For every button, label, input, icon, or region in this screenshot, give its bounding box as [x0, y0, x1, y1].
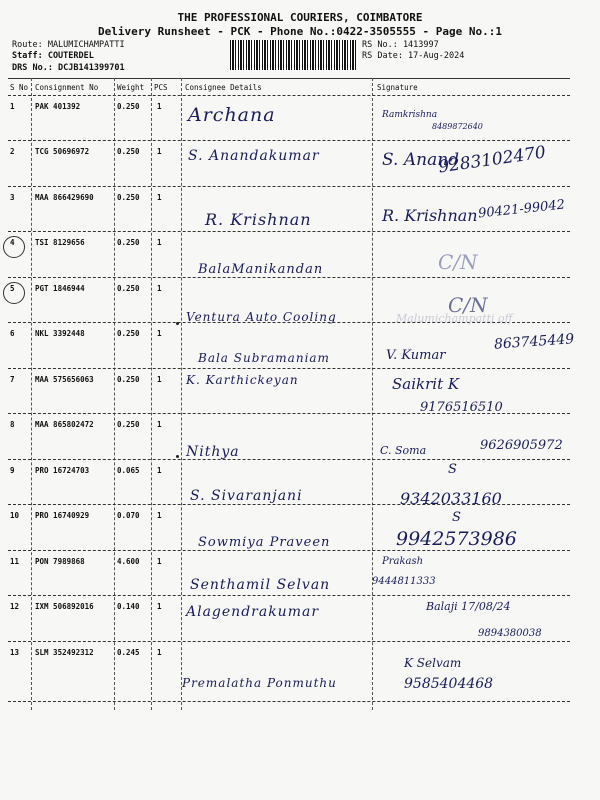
cell-pcs: 1: [157, 147, 162, 156]
consignee-name: BalaManikandan: [198, 262, 324, 277]
barcode-image: [230, 40, 356, 70]
cell-consignment: MAA 865802472: [35, 420, 94, 429]
cell-consignment: SLM 352492312: [35, 648, 94, 657]
cell-consignment: MAA 866429690: [35, 193, 94, 202]
signature: C/N: [438, 250, 478, 274]
signature-phone: 9626905972: [480, 438, 563, 453]
signature-phone: 9444811333: [372, 576, 436, 587]
cell-consignment: TCG 50696972: [35, 147, 90, 156]
cell-consignment: PAK 401392: [35, 102, 81, 111]
cell-sno: 9: [10, 466, 15, 475]
consignee-name: K. Karthickeyan: [186, 373, 299, 387]
signature: R. Krishnan: [382, 206, 478, 225]
cell-weight: 0.245: [117, 648, 140, 657]
cell-consignment: TSI 8129656: [35, 238, 85, 247]
row-divider: [8, 595, 570, 596]
consignee-name: Archana: [188, 104, 276, 126]
signature: S: [452, 510, 461, 525]
row-divider: [8, 277, 570, 278]
cell-sno: 7: [10, 375, 15, 384]
cell-consignment: MAA 575656063: [35, 375, 94, 384]
cell-sno: 4: [10, 238, 15, 247]
cell-sno: 13: [10, 648, 20, 657]
faint-watermark: Malumichampatti off: [396, 312, 513, 325]
cell-sno: 10: [10, 511, 20, 520]
cell-pcs: 1: [157, 466, 162, 475]
consignee-name: S. Anandakumar: [188, 148, 320, 164]
cell-weight: 0.250: [117, 147, 140, 156]
cell-sno: 12: [10, 602, 20, 611]
consignee-name: Bala Subramaniam: [198, 351, 330, 365]
cell-sno: 11: [10, 557, 20, 566]
row-divider: [8, 550, 570, 551]
column-divider: [372, 78, 373, 710]
rs-number: RS No.: 1413997: [362, 40, 439, 50]
cell-consignment: PON 7989868: [35, 557, 85, 566]
signature: K Selvam: [404, 656, 462, 670]
consignee-name: Ventura Auto Cooling: [186, 310, 337, 324]
pen-dot: [176, 455, 179, 458]
cell-pcs: 1: [157, 420, 162, 429]
cell-consignment: PGT 1846944: [35, 284, 85, 293]
column-divider: [31, 78, 32, 710]
header-divider: [8, 95, 570, 96]
cell-weight: 0.250: [117, 329, 140, 338]
consignee-name: Sowmiya Praveen: [198, 535, 331, 550]
cell-sno: 1: [10, 102, 15, 111]
signature-phone: 863745449: [493, 331, 575, 353]
staff-label: Staff: COUTERDEL: [12, 51, 94, 61]
cell-pcs: 1: [157, 511, 162, 520]
consignee-name: Senthamil Selvan: [190, 577, 331, 593]
signature: S: [448, 462, 457, 477]
signature: V. Kumar: [386, 348, 446, 363]
consignee-name: R. Krishnan: [205, 210, 312, 229]
column-header-pcs: PCS: [154, 83, 168, 92]
cell-weight: 0.250: [117, 420, 140, 429]
row-divider: [8, 368, 570, 369]
route-label: Route: MALUMICHAMPATTI: [12, 40, 125, 50]
cell-pcs: 1: [157, 602, 162, 611]
cell-sno: 6: [10, 329, 15, 338]
drs-number: DRS No.: DCJB141399701: [12, 63, 125, 73]
cell-consignment: IXM 506892016: [35, 602, 94, 611]
cell-weight: 0.250: [117, 238, 140, 247]
consignee-name: Alagendrakumar: [186, 604, 320, 620]
signature: C/N: [448, 293, 488, 317]
cell-pcs: 1: [157, 329, 162, 338]
row-divider: [8, 459, 570, 460]
signature-phone: 9176516510: [420, 400, 503, 415]
cell-pcs: 1: [157, 238, 162, 247]
cell-weight: 0.140: [117, 602, 140, 611]
signature: Saikrit K: [392, 375, 460, 393]
cell-weight: 0.065: [117, 466, 140, 475]
cell-weight: 0.070: [117, 511, 140, 520]
cell-pcs: 1: [157, 193, 162, 202]
signature: C. Soma: [380, 444, 427, 457]
cell-weight: 0.250: [117, 284, 140, 293]
consignee-name: Nithya: [186, 444, 240, 460]
column-divider: [151, 78, 152, 710]
signature-phone: 90421-99042: [477, 197, 566, 222]
signature-phone: 9342033160: [400, 489, 502, 508]
signature-phone: 9942573986: [396, 528, 517, 550]
cell-pcs: 1: [157, 284, 162, 293]
row-divider: [8, 186, 570, 187]
rs-date: RS Date: 17-Aug-2024: [362, 51, 465, 61]
signature-phone: 8489872640: [432, 122, 483, 131]
cell-consignment: PRO 16740929: [35, 511, 90, 520]
cell-consignment: NKL 3392448: [35, 329, 85, 338]
cell-pcs: 1: [157, 375, 162, 384]
signature: Prakash: [382, 556, 424, 567]
signature: Balaji 17/08/24: [426, 600, 511, 613]
row-divider: [8, 231, 570, 232]
cell-pcs: 1: [157, 648, 162, 657]
signature-phone: 9585404468: [404, 676, 494, 692]
column-divider: [181, 78, 182, 710]
pen-dot: [176, 322, 179, 325]
row-divider: [8, 140, 570, 141]
cell-sno: 3: [10, 193, 15, 202]
row-divider: [8, 641, 570, 642]
table-bottom-border: [8, 701, 570, 702]
column-header-consignee: Consignee Details: [185, 83, 262, 92]
column-header-signature: Signature: [377, 83, 418, 92]
signature: S. Anand: [382, 150, 460, 170]
cell-pcs: 1: [157, 557, 162, 566]
column-header-consignment: Consignment No: [35, 83, 99, 92]
runsheet-title: Delivery Runsheet - PCK - Phone No.:0422-3505555 - Page No.:1: [98, 25, 502, 38]
column-header-weight: Weight: [117, 83, 145, 92]
consignee-name: S. Sivaranjani: [190, 488, 303, 504]
consignee-name: Premalatha Ponmuthu: [182, 676, 337, 690]
cell-weight: 4.600: [117, 557, 140, 566]
cell-sno: 5: [10, 284, 15, 293]
cell-pcs: 1: [157, 102, 162, 111]
cell-weight: 0.250: [117, 375, 140, 384]
company-title: THE PROFESSIONAL COURIERS, COIMBATORE: [177, 11, 423, 24]
column-header-sno: S No: [10, 83, 29, 92]
cell-sno: 2: [10, 147, 15, 156]
signature: Ramkrishna: [382, 110, 438, 120]
cell-sno: 8: [10, 420, 15, 429]
signature-phone: 9894380038: [478, 628, 542, 639]
table-top-border: [8, 78, 570, 79]
cell-weight: 0.250: [117, 193, 140, 202]
signature-phone: 9283102470: [437, 142, 548, 178]
cell-consignment: PRO 16724703: [35, 466, 90, 475]
cell-weight: 0.250: [117, 102, 140, 111]
column-divider: [114, 78, 115, 710]
